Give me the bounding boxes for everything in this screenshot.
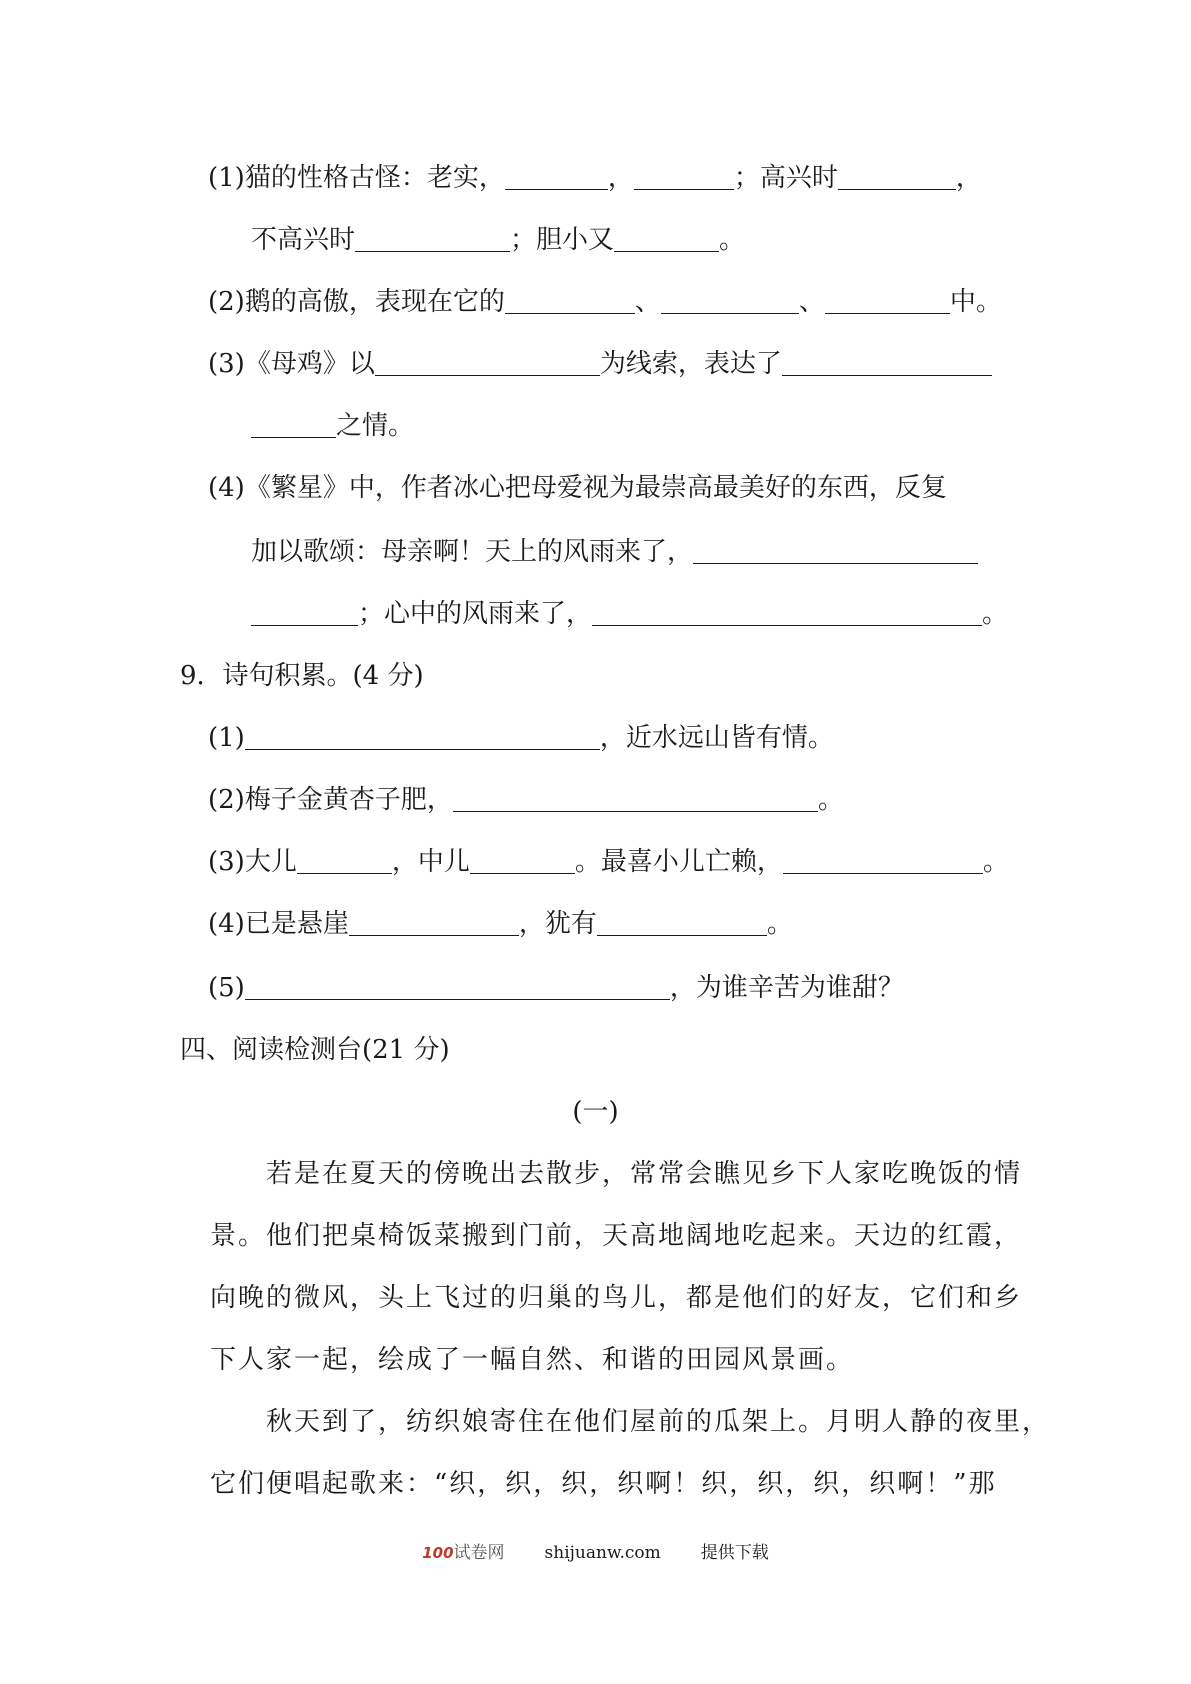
q9-item-3: (3)大儿 ，中儿 。最喜小儿亡赖， 。 xyxy=(208,847,1009,877)
answer-blank[interactable] xyxy=(592,599,982,626)
q8-item-4-line-2: 加以歌颂：母亲啊！天上的风雨来了， xyxy=(251,534,978,570)
answer-blank[interactable] xyxy=(453,785,818,812)
site-name: 试卷网 xyxy=(453,1543,505,1563)
q9-item-1: (1) ，近水远山皆有情。 xyxy=(208,723,834,753)
answer-blank[interactable] xyxy=(349,909,519,936)
passage-line: 向晚的微风，头上飞过的归巢的鸟儿，都是他们的好友，它们和乡 xyxy=(210,1283,1023,1313)
site-logo: 100 xyxy=(422,1544,454,1562)
q9-item-4: (4)已是悬崖 ，犹有 。 xyxy=(208,909,793,939)
q9-item-2: (2)梅子金黄杏子肥， 。 xyxy=(208,785,844,815)
answer-blank[interactable] xyxy=(375,349,600,376)
answer-blank[interactable] xyxy=(838,163,956,190)
answer-blank[interactable] xyxy=(251,411,336,438)
passage-number: (一) xyxy=(572,1097,619,1127)
q8-item-3-line-1: (3)《母鸡》以 为线索，表达了 xyxy=(208,346,992,382)
q9-title: 9．诗句积累。(4 分) xyxy=(180,661,424,691)
answer-blank[interactable] xyxy=(355,225,510,252)
answer-blank[interactable] xyxy=(782,349,992,376)
passage-line: 它们便唱起歌来：“织，织，织，织啊！织，织，织，织啊！”那 xyxy=(210,1469,997,1499)
download-text: 提供下载 xyxy=(700,1543,769,1563)
q8-item-3-line-2: 之情。 xyxy=(251,408,414,444)
q8-item-2: (2)鹅的高傲，表现在它的 、 、 中。 xyxy=(208,287,1002,317)
q8-item-1-line-1: (1)猫的性格古怪：老实， ， ；高兴时 ， xyxy=(208,163,982,193)
answer-blank[interactable] xyxy=(245,723,600,750)
answer-blank[interactable] xyxy=(693,537,978,564)
site-url[interactable]: shijuanw.com xyxy=(544,1543,661,1563)
section-title: 四、阅读检测台(21 分) xyxy=(180,1035,450,1065)
q8-item-1-line-2: 不高兴时 ；胆小又 。 xyxy=(251,225,746,255)
answer-blank[interactable] xyxy=(825,287,950,314)
passage-line: 秋天到了，纺织娘寄住在他们屋前的瓜架上。月明人静的夜里， xyxy=(266,1407,1051,1437)
page-footer xyxy=(0,1538,1191,1563)
answer-blank[interactable] xyxy=(614,225,719,252)
passage-line: 若是在夏天的傍晚出去散步，常常会瞧见乡下人家吃晚饭的情 xyxy=(266,1159,1023,1189)
answer-blank[interactable] xyxy=(297,847,392,874)
answer-blank[interactable] xyxy=(251,599,358,626)
answer-blank[interactable] xyxy=(470,847,575,874)
answer-blank[interactable] xyxy=(597,909,767,936)
answer-blank[interactable] xyxy=(634,163,734,190)
answer-blank[interactable] xyxy=(505,287,635,314)
answer-blank[interactable] xyxy=(783,847,983,874)
answer-blank[interactable] xyxy=(661,287,799,314)
q8-item-4-line-1: (4)《繁星》中，作者冰心把母爱视为最崇高最美好的东西，反复 xyxy=(208,473,947,503)
q9-item-5: (5) ，为谁辛苦为谁甜？ xyxy=(208,973,904,1003)
passage-line: 下人家一起，绘成了一幅自然、和谐的田园风景画。 xyxy=(210,1345,855,1375)
answer-blank[interactable] xyxy=(245,973,670,1000)
q8-item-4-line-3: ；心中的风雨来了， 。 xyxy=(251,596,1008,632)
passage-line: 景。他们把桌椅饭菜搬到门前，天高地阔地吃起来。天边的红霞， xyxy=(210,1221,1023,1251)
answer-blank[interactable] xyxy=(505,163,608,190)
